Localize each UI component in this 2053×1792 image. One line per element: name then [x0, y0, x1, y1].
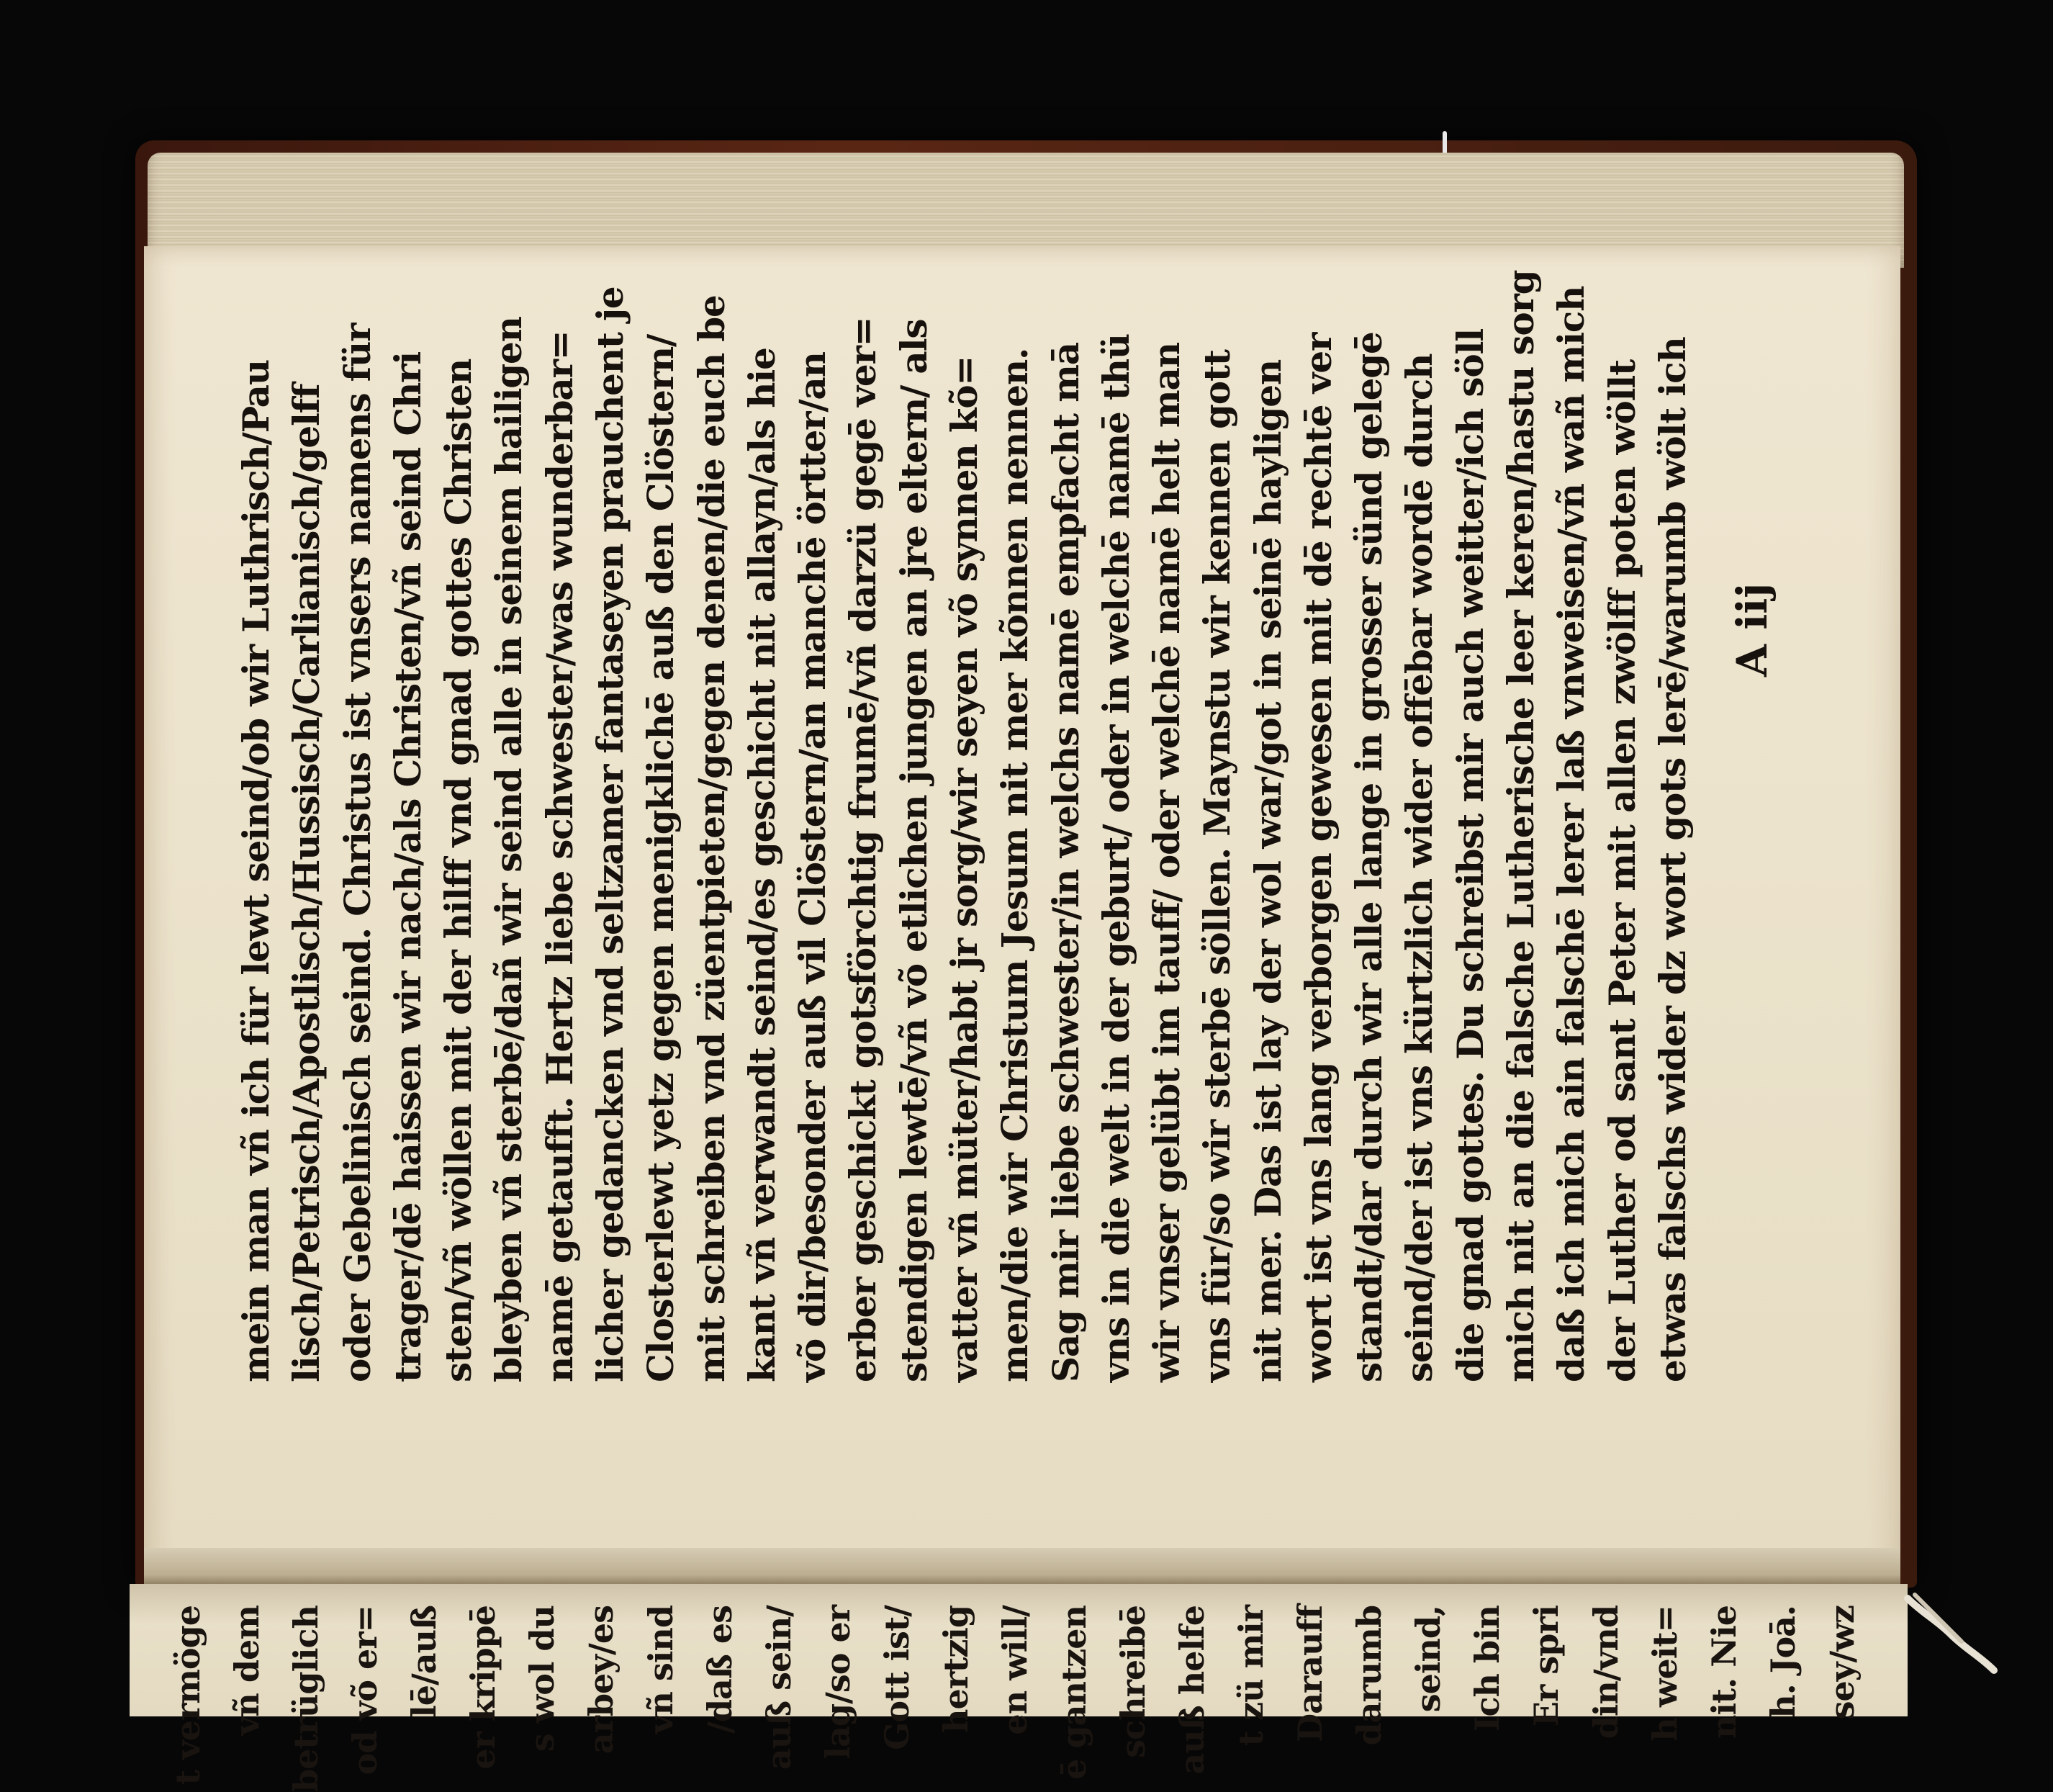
facing-line-text: er krippē — [464, 1606, 503, 1770]
facing-line — [1820, 1606, 1864, 1720]
facing-line — [1170, 1606, 1214, 1775]
facing-line-text: auß sein/ — [759, 1606, 798, 1770]
facing-line-text: lē/auß — [405, 1606, 444, 1718]
text-line: daß ich mich ain falschē lerer laß vnweisen/vñ wañ mich — [1550, 286, 1593, 1382]
facing-line-text: /daß es — [700, 1606, 739, 1734]
facing-line-text: nit. Nie — [1704, 1606, 1743, 1739]
text-line: trager/dē haissen wir nach/als Christen/vñ seind Chri — [386, 351, 429, 1382]
text-line: men/die wir Christum Jesum nit mer kõnnen nennen. — [993, 348, 1037, 1382]
text-line: lisch/Petrisch/Apostlisch/Hussisch/Carlianisch/gelff — [285, 384, 328, 1382]
text-line: oder Gebelinisch seind. Christus ist vnsers namens für — [335, 323, 379, 1382]
facing-line-text: en will/ — [995, 1606, 1034, 1735]
text-line: standt/dar durch wir alle lange in grosser sünd gelegē — [1348, 332, 1391, 1382]
text-line: kant vñ verwandt seind/es geschicht nit allayn/als hie — [740, 348, 783, 1382]
signature-mark: A iij — [1728, 582, 1777, 677]
facing-line — [875, 1606, 919, 1750]
facing-line — [1288, 1606, 1332, 1742]
facing-line — [816, 1606, 860, 1760]
facing-line — [757, 1606, 801, 1770]
facing-line-text: ē gantzen — [1054, 1606, 1093, 1780]
page-text-block — [235, 270, 1694, 1382]
text-line: vns in die welt in der geburt/ oder in welchē namē thü — [1094, 333, 1137, 1382]
text-line: wir vnser gelübt im tauff/ oder welchē namē helt man — [1145, 343, 1188, 1382]
binding-thread-icon — [1893, 1591, 2001, 1678]
facing-line-text: vñ sind — [641, 1606, 680, 1734]
facing-line-text: Er spri — [1527, 1606, 1566, 1727]
facing-line-text: sey/wz — [1822, 1606, 1862, 1720]
facing-line — [1465, 1606, 1510, 1732]
facing-line — [698, 1606, 742, 1734]
facing-line-text: od võ er= — [346, 1606, 385, 1775]
facing-line — [1052, 1606, 1096, 1780]
facing-line-text: betrüglich — [286, 1606, 326, 1792]
text-line: sten/vñ wöllen mit der hilff vnd gnad gottes Christen — [437, 359, 480, 1382]
facing-line-text: schreibē — [1114, 1606, 1152, 1758]
text-line: namē getaufft. Hertz liebe schwester/was wunderbar= — [538, 330, 581, 1382]
text-line: võ dir/besonder auß vil Clöstern/an manchē örtter/an — [791, 352, 834, 1382]
text-line: stendigen lewtē/vñ võ etlichen jungen an jre eltern/ als — [892, 319, 935, 1382]
facing-line — [284, 1606, 328, 1792]
text-line: Closterlewt yetz gegen menigklichē auß den Clöstern/ — [639, 334, 682, 1382]
facing-line — [1702, 1606, 1746, 1739]
facing-line-text: arbey/es — [582, 1606, 621, 1755]
facing-line — [639, 1606, 683, 1734]
facing-line — [1347, 1606, 1391, 1746]
facing-line-text: vñ dem — [227, 1606, 267, 1736]
facing-line — [520, 1606, 564, 1752]
text-line: seind/der ist vns kürtzlich wider offēbar wordē durch — [1398, 354, 1441, 1382]
facing-line — [1524, 1606, 1569, 1727]
text-line: vns für/so wir sterbē söllen. Maynstu wir kennen gott — [1196, 350, 1239, 1382]
text-line: die gnad gottes. Du schreibst mir auch weitter/ich söll — [1448, 328, 1492, 1382]
facing-line — [993, 1606, 1037, 1735]
facing-line — [1584, 1606, 1628, 1739]
text-line: erber geschickt gotsförchtig frumē/vñ darzü gegē ver= — [841, 317, 885, 1382]
facing-line — [1406, 1606, 1450, 1716]
facing-line-text: Darauff — [1291, 1606, 1330, 1742]
text-line: Sag mir liebe schwester/in welchs namē empfacht mā — [1044, 343, 1087, 1382]
facing-line-text: h. Joā. — [1763, 1606, 1802, 1719]
text-line: wort ist vns lang verborgen gewesen mit dē rechtē ver — [1296, 333, 1340, 1382]
text-line: vatter vñ müter/habt jr sorg/wir seyen võ synnen kõ= — [942, 356, 985, 1382]
facing-line — [225, 1606, 269, 1736]
text-line: mit schreiben vnd züentpieten/gegen denen/die euch be — [690, 295, 733, 1382]
facing-line-text: auß helfe — [1173, 1606, 1212, 1775]
facing-line-text: s wol du — [523, 1606, 562, 1752]
facing-line-text: t zü mir — [1232, 1606, 1271, 1747]
facing-line — [934, 1606, 978, 1733]
text-line: bleyben vñ sterbē/dañ wir seind alle in seinem hailigen — [487, 317, 531, 1382]
text-line: mich nit an die falsche Lutherische leer keren/hastu sorg — [1499, 270, 1543, 1382]
facing-line-text: Gott ist/ — [877, 1606, 916, 1750]
text-line: mein man vñ ich für lewt seind/ob wir Luthrisch/Pau — [235, 360, 277, 1382]
facing-line-text: Ich bin — [1468, 1606, 1507, 1732]
facing-line-text: seind, — [1409, 1606, 1448, 1713]
facing-line-text: lag/so er — [818, 1606, 857, 1760]
facing-line — [461, 1606, 505, 1770]
facing-line — [579, 1606, 623, 1755]
text-line: licher gedancken vnd seltzamer fantaseyen prauchent je — [588, 287, 631, 1382]
text-line: der Luther od sant Peter mit allen zwölff poten wöllt — [1600, 360, 1643, 1382]
facing-line — [402, 1606, 446, 1716]
facing-line — [1761, 1606, 1805, 1719]
facing-page-text — [137, 1606, 1893, 1792]
facing-line — [1111, 1606, 1155, 1758]
facing-line — [1643, 1606, 1687, 1742]
facing-line-text: t vermöge — [168, 1606, 207, 1786]
facing-line-text: hertzig — [936, 1606, 975, 1733]
text-line: nit mer. Das ist lay der wol war/got in seinē hayligen — [1246, 360, 1289, 1382]
facing-line — [166, 1606, 210, 1786]
facing-line — [1229, 1606, 1273, 1747]
facing-line-text: darumb — [1350, 1606, 1389, 1746]
text-line: etwas falschs wider dz wort gots lerē/warumb wölt ich — [1651, 337, 1694, 1382]
facing-line-text: din/vnd — [1586, 1606, 1625, 1739]
facing-line-text: h weit= — [1645, 1606, 1684, 1742]
facing-line — [343, 1606, 387, 1775]
